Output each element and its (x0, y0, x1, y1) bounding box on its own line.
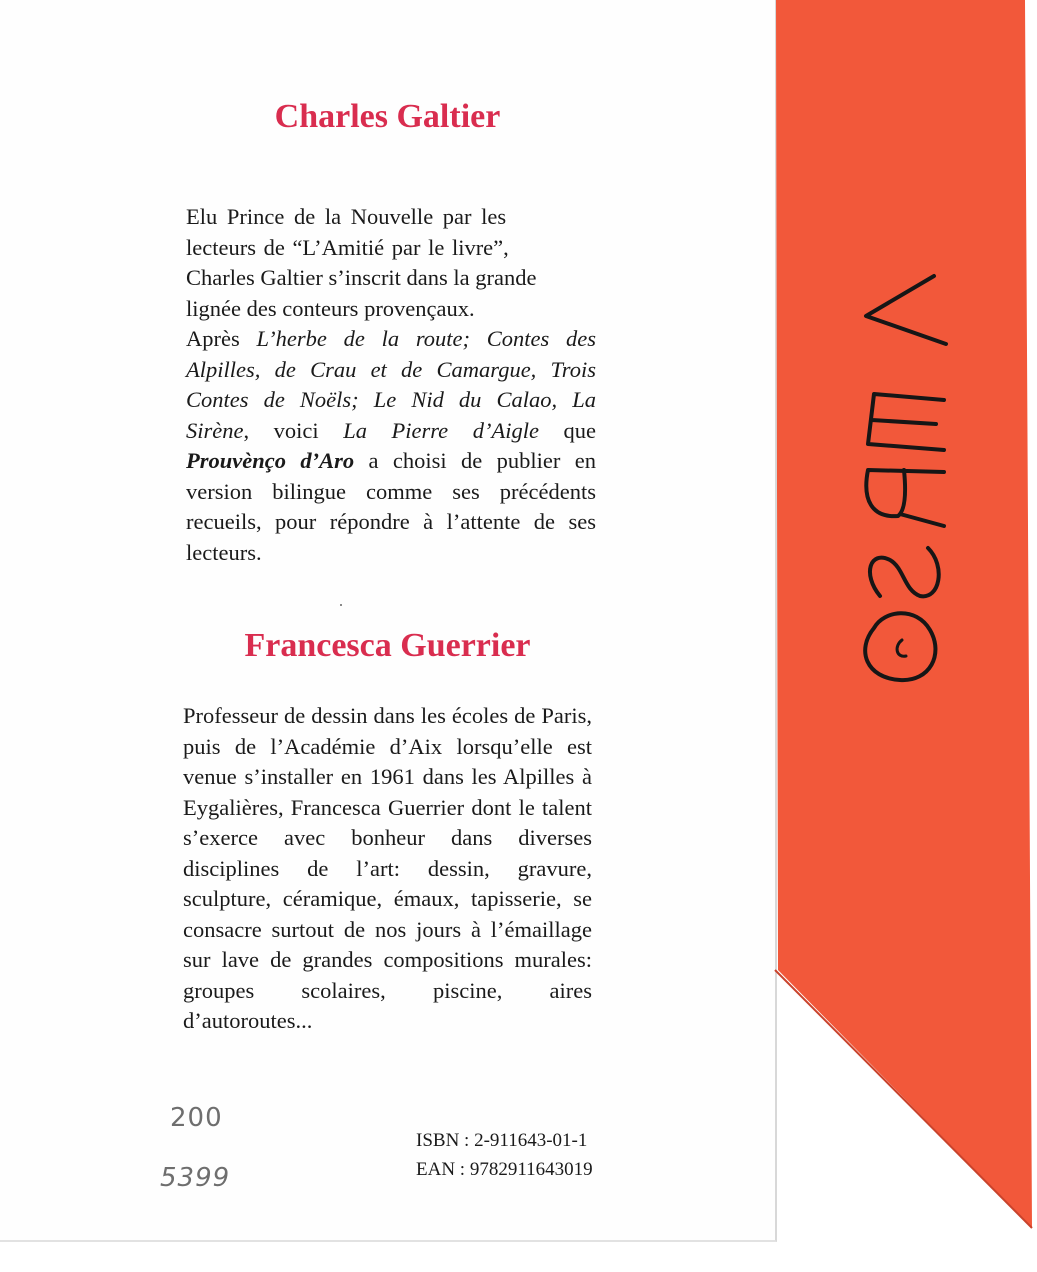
bio-line: lecteurs de “L’Amitié par le livre”, (186, 234, 509, 260)
publisher-name: Prouvènço d’Aro (186, 448, 355, 473)
illustrator-heading: Francesca Guerrier (244, 627, 531, 664)
price-stamp: 200 (170, 1103, 223, 1133)
bio-text: , voici (243, 417, 344, 443)
bio-line: Charles Galtier s’inscrit dans la grande (186, 265, 537, 290)
isbn-number: ISBN : 2-911643-01-1 (416, 1130, 588, 1151)
author-heading: Charles Galtier (274, 98, 501, 135)
bio-line: Elu Prince de la Nouvelle par les (186, 204, 507, 229)
letter-e-glyph (868, 394, 944, 450)
letter-o-glyph (865, 613, 935, 680)
illustrator-bio: Professeur de dessin dans les écoles de Paris, puis de l’Académie d’Aix lorsqu’elle est venue s’installer en 1961 dans les Alpilles à Eygalières, Francesca Guerrier dont le talent s’exerce avec bonheur dans diverses disciplines de l’art: dessin, gravure, sculpture, céramique, émaux, tapisserie, se consacre surtout de nos jours à l’émaillage sur lave de grandes compositions murales: groupes scolaires, piscine, aires d’autoroutes... (183, 703, 592, 1033)
bio-text: a choisi de publier en version bilingue comme ses précédents recueils, pour répondre à l’attente de ses lecteurs. (186, 448, 597, 565)
bio-line: lignée des conteurs provençaux. (186, 295, 475, 321)
letter-r-glyph (866, 470, 944, 526)
bio-text: que (538, 417, 596, 443)
letter-o-curl (897, 640, 906, 656)
work-title: La Pierre d’Aigle (343, 417, 539, 443)
ean-number: EAN : 9782911643019 (416, 1159, 593, 1180)
letter-v-glyph (866, 276, 946, 344)
code-stamp: 5399 (160, 1163, 231, 1193)
works-titles: L’herbe de la route; Contes des Alpilles, de Crau et de Camargue, Trois Contes de Noëls; Le Nid du Calao, La Sirène (186, 326, 596, 443)
letter-s-glyph (870, 548, 939, 596)
bio-text: Après (186, 326, 257, 351)
